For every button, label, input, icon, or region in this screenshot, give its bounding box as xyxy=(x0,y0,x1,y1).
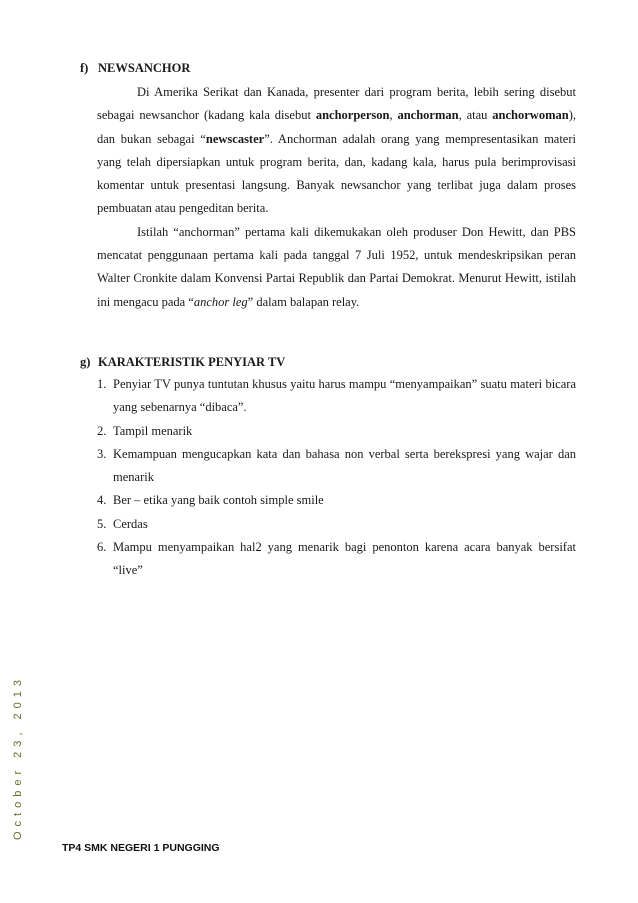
newsanchor-paragraph-2 xyxy=(97,221,576,314)
bold-term: anchorwoman xyxy=(492,108,569,123)
text-run: , xyxy=(389,108,398,123)
list-item xyxy=(97,489,576,512)
list-number: 1. xyxy=(97,377,107,391)
text-run: ” dalam balapan relay. xyxy=(247,294,360,309)
list-item-text: Kemampuan mengucapkan kata dan bahasa non verbal serta berekspresi yang wajar dan menarik xyxy=(113,446,576,485)
section-label: f) xyxy=(80,61,89,75)
karakteristik-list xyxy=(97,373,576,583)
list-item xyxy=(97,443,576,490)
bold-term: anchorperson xyxy=(315,108,390,123)
text-run: ”. Anchorman adalah orang yang mempresentasikan materi yang telah dipersiapkan untuk program berita, dan, kadang kala, harus pula berimprovisasi komentar untuk presentasi langsung. Banyak newsanchor yang terlibat juga dalam proses pembuatan atau pengeditan berita. xyxy=(97,131,576,216)
section-heading-newsanchor xyxy=(80,61,190,76)
list-item-text: Cerdas xyxy=(113,516,148,531)
section-heading-karakteristik xyxy=(80,355,285,370)
text-run: Di Amerika Serikat dan Kanada, presenter dari program berita, lebih sering disebut sebagai newsanchor (kadang kala disebut xyxy=(97,85,576,123)
list-item xyxy=(97,536,576,583)
italic-term: anchor leg xyxy=(193,294,248,309)
side-date: October 23, 2013 xyxy=(12,674,24,840)
list-number: 4. xyxy=(97,493,107,508)
list-item xyxy=(97,420,576,443)
text-run: ), dan bukan sebagai “ xyxy=(97,108,576,146)
list-item-text: Tampil menarik xyxy=(113,423,193,438)
text-run: , atau xyxy=(458,108,493,123)
page-footer: TP4 SMK NEGERI 1 PUNGGING xyxy=(62,842,220,854)
section-title: KARAKTERISTIK PENYIAR TV xyxy=(98,355,286,369)
list-number: 5. xyxy=(97,516,107,531)
list-item-text: Ber – etika yang baik contoh simple smile xyxy=(113,493,324,508)
text-run: Istilah “anchorman” pertama kali dikemukakan oleh produser Don Hewitt, dan PBS mencatat penggunaan pertama kali pada tanggal 7 Juli 1952, untuk mendeskripsikan peran Walter Cronkite dalam Konvensi Partai Republik dan Partai Demokrat. Menurut Hewitt, istilah ini mengacu pada “ xyxy=(97,224,576,309)
list-item-text: Penyiar TV punya tuntutan khusus yaitu harus mampu “menyampaikan” suatu materi bicara yang sebenarnya “dibaca”. xyxy=(113,377,576,415)
list-item xyxy=(97,513,576,536)
list-item xyxy=(97,373,576,420)
bold-term: anchorman xyxy=(397,108,459,123)
newsanchor-body xyxy=(97,81,576,314)
list-number: 3. xyxy=(97,446,107,461)
newsanchor-paragraph-1 xyxy=(97,81,576,221)
list-number: 2. xyxy=(97,423,107,438)
list-item-text: Mampu menyampaikan hal2 yang menarik bagi penonton karena acara banyak bersifat “live” xyxy=(113,540,576,578)
section-label: g) xyxy=(80,355,91,369)
list-number: 6. xyxy=(97,540,107,555)
section-title: NEWSANCHOR xyxy=(98,61,191,75)
bold-term: newscaster xyxy=(205,131,265,146)
